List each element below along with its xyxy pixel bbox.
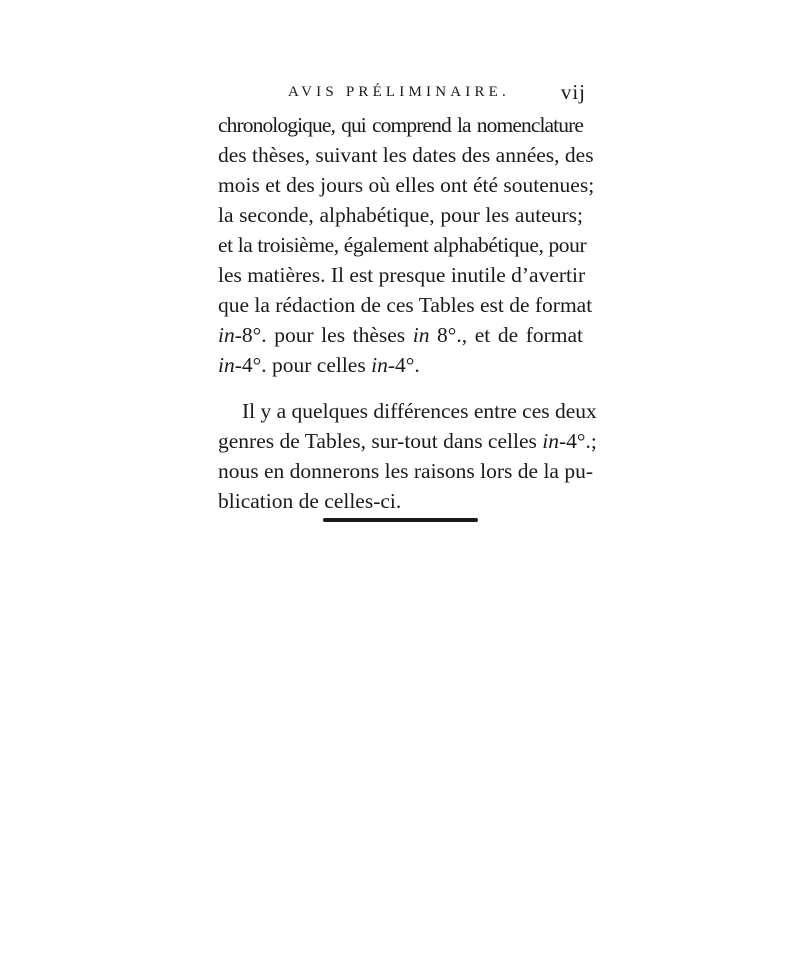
text-line	[218, 350, 583, 380]
text-fragment: genres de Tables, sur-tout dans celles	[218, 429, 543, 453]
text-fragment: -8°. pour les thèses	[234, 323, 413, 347]
paragraph-2	[218, 396, 597, 516]
text-line	[218, 320, 583, 350]
text-line	[218, 426, 597, 456]
italic-in: in	[542, 429, 559, 453]
italic-in: in	[218, 353, 235, 377]
text-line: et la troisième, également alphabétique, pour	[218, 233, 587, 257]
text-line: nous en donnerons les raisons lors de la pu-	[218, 459, 593, 483]
closing-rule	[323, 518, 478, 522]
text-fragment: -4°.;	[559, 429, 597, 453]
page-number: vij	[560, 80, 586, 104]
body-text	[218, 110, 597, 516]
text-fragment: 8°., et de format	[429, 323, 583, 347]
italic-in: in	[218, 323, 235, 347]
italic-in: in	[371, 353, 388, 377]
running-title: AVIS PRÉLIMINAIRE.	[288, 84, 510, 100]
text-line: les matières. Il est presque inutile d’avertir	[218, 263, 586, 287]
text-line: chronologique, qui comprend la nomenclature	[218, 113, 583, 137]
text-line: mois et des jours où elles ont été soutenues;	[218, 173, 595, 197]
text-line: que la rédaction de ces Tables est de format	[218, 293, 593, 317]
text-fragment: -4°. pour celles	[234, 353, 372, 377]
text-line: blication de celles-ci.	[218, 489, 402, 513]
text-line: Il y a quelques différences entre ces deux	[242, 399, 597, 423]
text-line: des thèses, suivant les dates des années, des	[218, 143, 594, 167]
text-line: la seconde, alphabétique, pour les auteurs;	[218, 203, 583, 227]
paragraph-1	[218, 110, 595, 380]
running-head	[218, 80, 590, 110]
text-fragment: -4°.	[387, 353, 420, 377]
italic-in: in	[412, 323, 430, 347]
